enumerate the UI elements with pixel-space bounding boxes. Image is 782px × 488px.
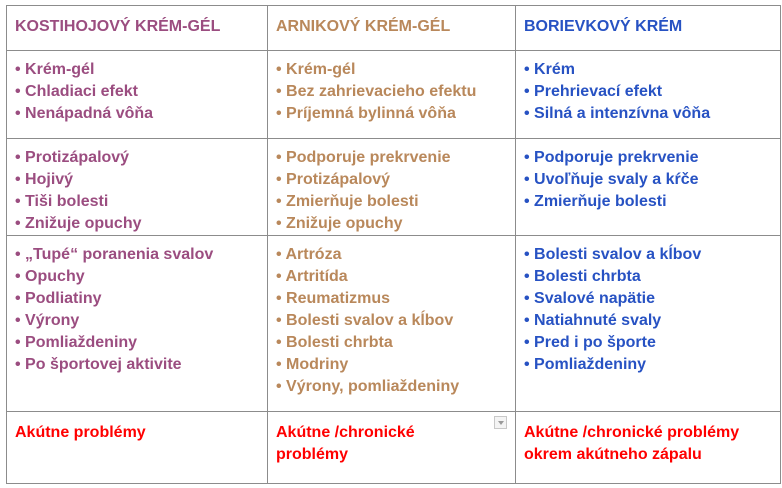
footer-text-line: problémy (276, 446, 349, 463)
list-item: • Krém-gél (276, 59, 507, 81)
list-item: • Pomliaždeniny (15, 332, 259, 354)
cell (516, 236, 781, 412)
list-item: • Artritída (276, 266, 507, 288)
list-item: • „Tupé“ poranenia svalov (15, 244, 259, 266)
bullet-list (524, 147, 772, 213)
bullet-list (524, 59, 772, 125)
list-item: • Podporuje prekrvenie (276, 147, 507, 169)
footer-text: Akútne problémy (15, 424, 146, 441)
list-item: • Bolesti chrbta (524, 266, 772, 288)
list-item: • Výrony, pomliaždeniny (276, 376, 507, 398)
cell (268, 236, 516, 412)
list-item: • Pomliaždeniny (524, 354, 772, 376)
bullet-list (276, 244, 507, 398)
list-item: • Modriny (276, 354, 507, 376)
footer-arnika (268, 412, 516, 484)
bullet-list (15, 244, 259, 376)
bullet-list (276, 59, 507, 125)
cell (516, 51, 781, 139)
list-item: • Bolesti svalov a kĺbov (276, 310, 507, 332)
list-item: • Tiši bolesti (15, 191, 259, 213)
list-item: • Zmierňuje bolesti (276, 191, 507, 213)
list-item: • Výrony (15, 310, 259, 332)
bullet-list (276, 147, 507, 235)
list-item: • Podporuje prekrvenie (524, 147, 772, 169)
cell (7, 51, 268, 139)
bullet-list (15, 59, 259, 125)
bullet-list (15, 147, 259, 235)
usage-row (7, 236, 781, 412)
comparison-table (6, 5, 781, 484)
header-arnika: ARNIKOVÝ KRÉM-GÉL (268, 6, 516, 51)
list-item: • Hojivý (15, 169, 259, 191)
list-item: • Protizápalový (15, 147, 259, 169)
list-item: • Natiahnuté svaly (524, 310, 772, 332)
header-kostihoj: KOSTIHOJOVÝ KRÉM-GÉL (7, 6, 268, 51)
bullet-list (524, 244, 772, 376)
footer-text-line: Akútne /chronické problémy (524, 424, 740, 441)
footer-kostihoj (7, 412, 268, 484)
list-item: • Protizápalový (276, 169, 507, 191)
list-item: • Chladiaci efekt (15, 81, 259, 103)
list-item: • Príjemná bylinná vôňa (276, 103, 507, 125)
effects-row (7, 139, 781, 236)
header-row (7, 6, 781, 51)
cell (268, 51, 516, 139)
list-item: • Svalové napätie (524, 288, 772, 310)
list-item: • Podliatiny (15, 288, 259, 310)
header-borievka: BORIEVKOVÝ KRÉM (516, 6, 781, 51)
list-item: • Zmierňuje bolesti (524, 191, 772, 213)
list-item: • Bolesti svalov a kĺbov (524, 244, 772, 266)
footer-text-line: Akútne /chronické (276, 424, 415, 441)
cell (7, 139, 268, 236)
list-item: • Silná a intenzívna vôňa (524, 103, 772, 125)
list-item: • Krém (524, 59, 772, 81)
list-item: • Nenápadná vôňa (15, 103, 259, 125)
cell (268, 139, 516, 236)
cell (7, 236, 268, 412)
list-item: • Znižuje opuchy (276, 213, 507, 235)
properties-row (7, 51, 781, 139)
list-item: • Prehrievací efekt (524, 81, 772, 103)
list-item: • Artróza (276, 244, 507, 266)
list-item: • Reumatizmus (276, 288, 507, 310)
list-item: • Pred i po športe (524, 332, 772, 354)
footer-borievka (516, 412, 781, 484)
list-item: • Po športovej aktivite (15, 354, 259, 376)
footer-row (7, 412, 781, 484)
list-item: • Opuchy (15, 266, 259, 288)
list-item: • Krém-gél (15, 59, 259, 81)
footer-text-line: okrem akútneho zápalu (524, 446, 702, 463)
list-item: • Bolesti chrbta (276, 332, 507, 354)
chevron-down-icon[interactable] (494, 416, 507, 429)
list-item: • Bez zahrievacieho efektu (276, 81, 507, 103)
list-item: • Uvoľňuje svaly a kŕče (524, 169, 772, 191)
list-item: • Znižuje opuchy (15, 213, 259, 235)
cell (516, 139, 781, 236)
